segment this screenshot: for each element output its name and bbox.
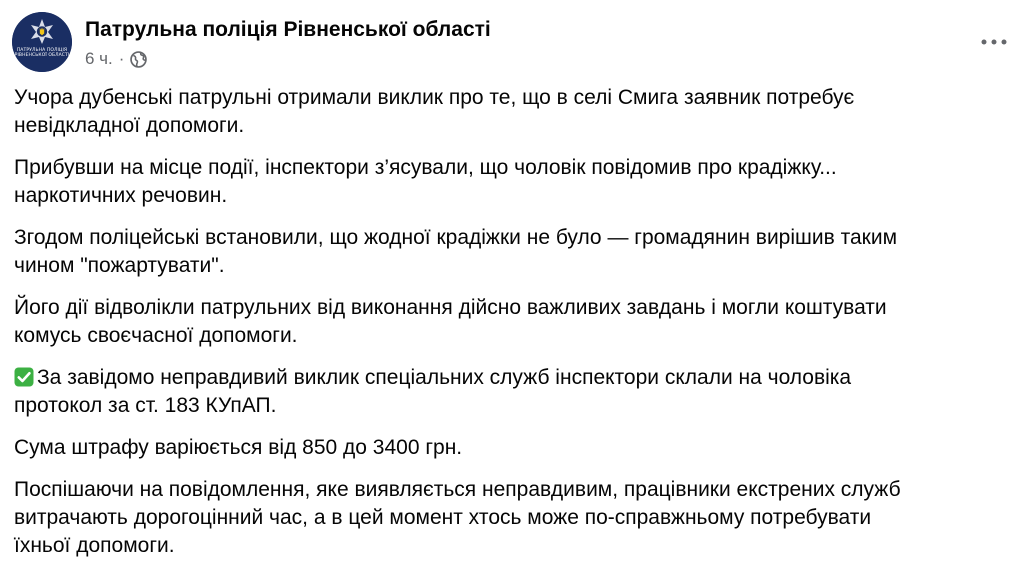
post-paragraph: Поспішаючи на повідомлення, яке виявляється неправдивим, працівники екстрених служб витрачають дорогоцінний час, а в цей момент хтось може по-справжньому потребувати їхньої допомоги. bbox=[14, 478, 901, 557]
post-meta bbox=[85, 48, 147, 70]
post-paragraph: Учора дубенські патрульні отримали виклик про те, що в селі Смига заявник потребує невідкладної допомоги. bbox=[14, 86, 855, 137]
avatar-caption-line1: ПАТРУЛЬНА ПОЛІЦІЯ bbox=[16, 48, 68, 53]
post-paragraph-with-emoji bbox=[14, 364, 1010, 420]
page-avatar[interactable] bbox=[12, 12, 72, 72]
post-paragraph: Згодом поліцейські встановили, що жодної крадіжки не було — громадянин вирішив таким чином "пожартувати". bbox=[14, 226, 898, 277]
meta-separator: · bbox=[118, 49, 125, 68]
post-body bbox=[14, 84, 1010, 574]
post-header bbox=[12, 12, 1012, 74]
post-paragraph: Сума штрафу варіюється від 850 до 3400 грн. bbox=[14, 436, 463, 459]
police-badge-icon bbox=[12, 12, 72, 72]
page-name-link[interactable]: Патрульна поліція Рівненської області bbox=[85, 18, 491, 41]
globe-icon[interactable] bbox=[130, 51, 147, 68]
post-paragraph: Прибувши на місце події, інспектори з’ясували, що чоловік повідомив про крадіжку... наркотичних речовин. bbox=[14, 156, 837, 207]
more-options-button[interactable] bbox=[976, 30, 1012, 54]
avatar-caption-line2: РІВНЕНСЬКОЇ ОБЛАСТІ bbox=[14, 53, 70, 58]
post-paragraph: Його дії відволікли патрульних від виконання дійсно важливих завдань і могли коштувати комусь своєчасної допомоги. bbox=[14, 296, 887, 347]
more-horizontal-icon bbox=[981, 39, 1007, 45]
check-mark-button-icon bbox=[14, 367, 34, 387]
post-timestamp[interactable]: 6 ч. bbox=[85, 49, 113, 68]
avatar-caption bbox=[12, 48, 72, 58]
post-paragraph-text: За завідомо неправдивий виклик спеціальних служб інспектори склали на чоловіка протокол за ст. 183 КУпАП. bbox=[14, 366, 852, 417]
